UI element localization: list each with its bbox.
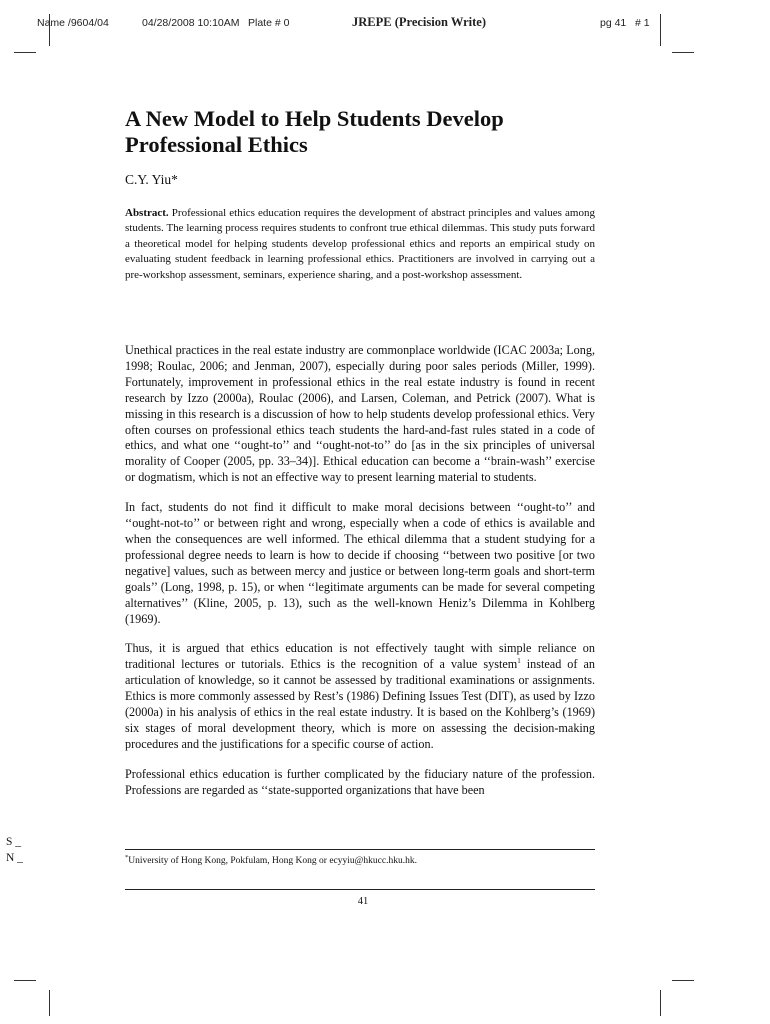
- margin-mark-n: N _: [6, 852, 23, 864]
- abstract-label: Abstract.: [125, 207, 169, 219]
- slug-date: 04/28/2008 10:10AM: [142, 17, 240, 29]
- page-number: 41: [357, 896, 369, 907]
- footnote-rule: [125, 849, 595, 850]
- crop-mark-bottom-right-h: [672, 980, 694, 981]
- paragraph-text: instead of an articulation of knowledge, so it cannot be assessed by traditional examinations or assignments. Ethics is more commonly assessed by Rest’s (1986) Defining Issues Test (DIT), as used by Izzo (2000a) in his analysis of ethics in the real estate industry. It is based on the Kohlberg’s (1969) six stages of moral development theory, which is more on assessing the decision-making procedures and the justifications for a specific course of action.: [125, 657, 595, 751]
- crop-mark-bottom-right: [660, 990, 661, 1016]
- paragraph-text: Thus, it is argued that ethics education is not effectively taught with simple reliance on traditional lectures or tutorials. Ethics is the recognition of a value system: [125, 641, 595, 672]
- author-name: C.Y. Yiu*: [125, 172, 178, 187]
- article-title-line: A New Model to Help Students Develop: [125, 106, 504, 131]
- abstract-text: Professional ethics education requires the development of abstract principles and values among students. The learning process requires students to confront true ethical dilemmas. This study puts forward a theoretical model for helping students develop professional ethics and reports an empirical study on evaluating student feedback in learning professional ethics. Practitioners are involved in carrying out a pre-workshop assessment, seminars, experience sharing, and a post-workshop assessment.: [125, 207, 595, 281]
- slug-plate: Plate # 0: [248, 17, 290, 29]
- footnote-mark: *: [125, 853, 129, 861]
- crop-mark-bottom-left: [49, 990, 50, 1016]
- margin-mark-s: S _: [6, 836, 22, 848]
- slug-page: pg 41 # 1: [600, 17, 650, 29]
- article-title-line: Professional Ethics: [125, 132, 308, 157]
- body-paragraph: Professional ethics education is further complicated by the fiduciary nature of the profession. Professions are regarded as ‘‘state-supported organizations that have been: [125, 766, 595, 797]
- footnote-reference: 1: [517, 657, 521, 666]
- abstract: [125, 206, 595, 283]
- slug-journal: JREPE (Precision Write): [352, 15, 487, 29]
- body-paragraph: [125, 641, 595, 752]
- crop-mark-top-right-h: [672, 52, 694, 53]
- bottom-rule: [125, 889, 595, 890]
- crop-mark-top-left-h: [14, 52, 36, 53]
- crop-mark-top-right: [660, 14, 661, 46]
- slug-name: Name /9604/04: [37, 17, 109, 29]
- footnote: [125, 853, 417, 866]
- article-title: [125, 106, 595, 158]
- body-paragraph: Unethical practices in the real estate industry are commonplace worldwide (ICAC 2003a; Long, 1998; Roulac, 2006; and Jenman, 2007), especially during poor sales periods (Miller, 1999). Fortunately, improvement in professional ethics in the real estate industry is found in recent research by Izzo (2000a), Roulac (2006), and Larsen, Coleman, and Petrick (2007). What is missing in this research is a discussion of how to help students develop professional ethics. Very often courses on professional ethics teach students the hard-and-fast rules stated in a code of ethics, and what one ‘‘ought-to’’ and ‘‘ought-not-to’’ do [as in the six principles of universal morality of Cooper (2005, pp. 33–34)]. Ethical education can become a ‘‘brain-wash’’ exercise or dogmatism, which is not an effective way to present learning material to students.: [125, 343, 595, 485]
- footnote-text: University of Hong Kong, Pokfulam, Hong Kong or ecyyiu@hkucc.hku.hk.: [128, 856, 417, 866]
- body-text: [125, 343, 595, 813]
- crop-mark-bottom-left-h: [14, 980, 36, 981]
- body-paragraph: In fact, students do not find it difficult to make moral decisions between ‘‘ought-to’’ and ‘‘ought-not-to’’ or between right and wrong, especially when a code of ethics is available and when the consequences are well informed. The ethical dilemma that a student studying for a professional degree needs to learn is how to decide if choosing ‘‘between two positive [or two negative] values, such as between mercy and justice or between long-term goals and short-term goals’’ (Long, 1998, p. 15), or when ‘‘legitimate arguments can be made for several competing alternatives’’ (Kline, 2005, p. 13), such as the well-known Heniz’s Dilemma in Kohlberg (1969).: [125, 500, 595, 626]
